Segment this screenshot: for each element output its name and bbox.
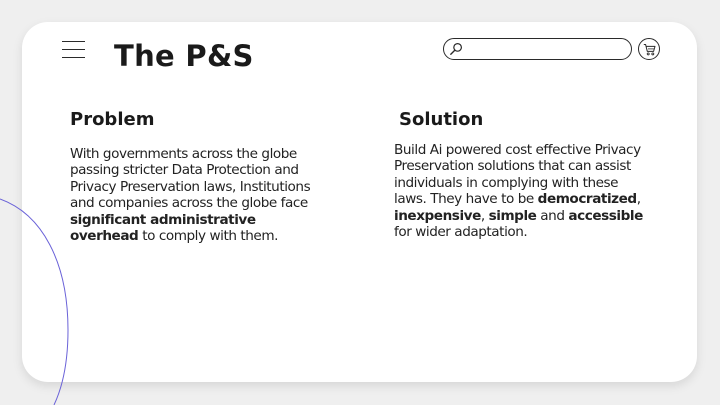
shopping-cart-icon	[643, 43, 656, 56]
keyword-accessible: accessible	[568, 207, 643, 224]
problem-description	[70, 146, 315, 244]
keyword-democratized: democratized	[537, 191, 637, 208]
solution-text-outro: for wider adaptation.	[394, 224, 528, 241]
search-bar[interactable]	[443, 38, 632, 60]
separator: ,	[480, 207, 485, 224]
conjunction: and	[540, 207, 565, 224]
hamburger-menu-icon[interactable]	[62, 41, 85, 58]
solution-description	[394, 142, 646, 240]
keyword-inexpensive: inexpensive	[394, 207, 481, 224]
keyword-simple: simple	[488, 207, 537, 224]
search-icon	[449, 42, 463, 56]
page-title: The P&S	[114, 39, 254, 73]
problem-text-outro: to comply with them.	[142, 228, 279, 245]
problem-heading: Problem	[70, 109, 155, 130]
solution-heading: Solution	[399, 109, 484, 130]
cart-button[interactable]	[638, 38, 660, 60]
problem-text-highlight: significant administrative overhead	[70, 211, 256, 245]
problem-text-intro: With governments across the globe passing stricter Data Protection and Privacy Preservation laws, Institutions and companies across the globe face	[70, 146, 311, 212]
search-input[interactable]	[463, 41, 631, 57]
separator: ,	[636, 191, 641, 208]
solution-text-intro: Build Ai powered cost effective Privacy Preservation solutions that can assist individuals in complying with these laws. They have to be	[394, 142, 641, 208]
